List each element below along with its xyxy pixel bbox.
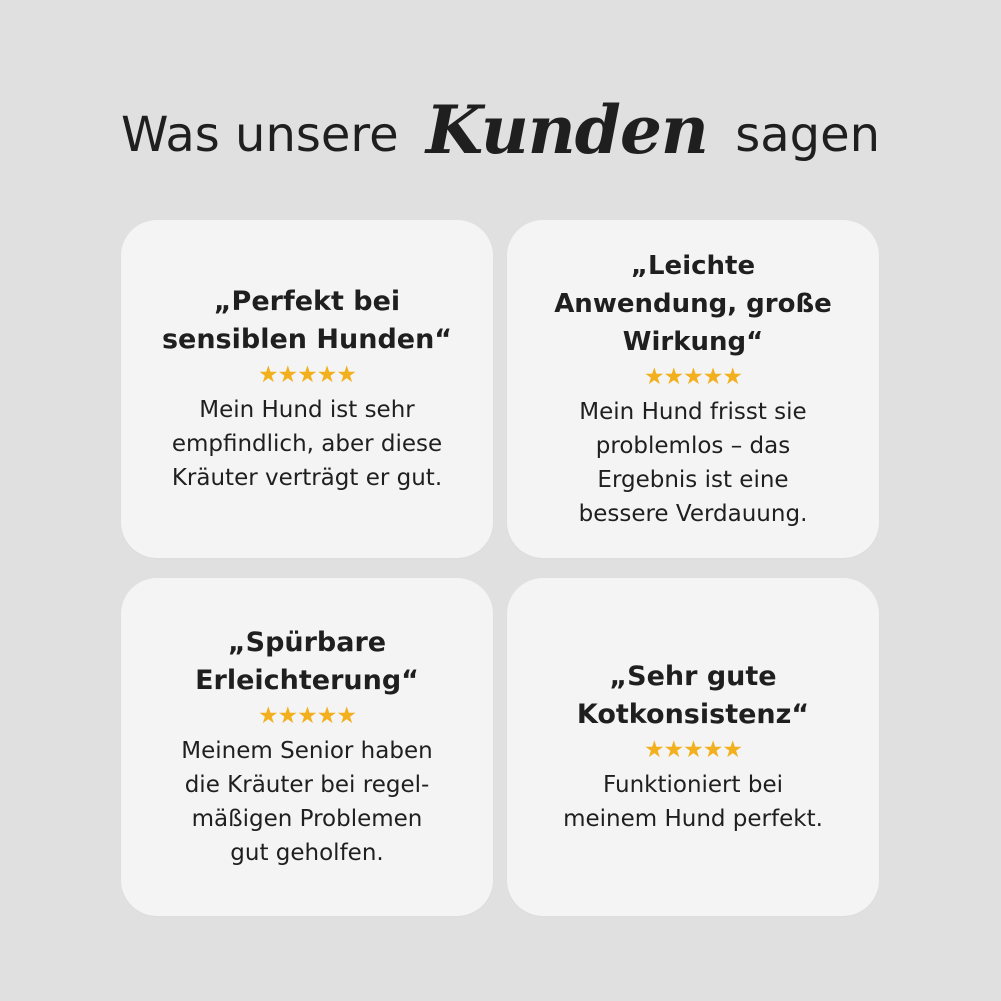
review-text-line: mäßigen Problemen [191,806,423,832]
review-text [541,395,845,531]
review-text [155,734,459,870]
review-title [541,658,845,734]
review-text [541,768,845,836]
review-card-4 [507,578,879,916]
review-text-line: Mein Hund frisst sie [579,399,807,425]
review-title-line: Erleichterung“ [195,665,419,696]
review-text-line: Meinem Senior haben [181,738,433,764]
review-text-line: empfindlich, aber diese [171,431,443,457]
review-card-1 [121,220,493,558]
review-title-line: Anwendung, große [554,289,832,319]
star-rating-icon: ★★★★★ [643,737,743,763]
review-title-line: „Perfekt bei [213,286,401,317]
headline-suffix: sagen [735,107,881,163]
review-text [155,393,459,495]
review-text-line: Ergebnis ist eine [597,467,789,493]
page-title [0,88,1001,177]
star-rating-icon: ★★★★★ [257,362,357,388]
review-text-line: Kräuter verträgt er gut. [171,465,443,491]
review-title [155,283,459,359]
review-card-2 [507,220,879,558]
review-title [541,247,845,361]
review-title-line: Wirkung“ [622,327,764,357]
review-title [155,624,459,700]
review-text-line: bessere Verdauung. [578,501,808,527]
headline-accent: Kunden [425,91,708,169]
star-rating-icon: ★★★★★ [643,364,743,390]
review-card-3 [121,578,493,916]
star-rating-icon: ★★★★★ [257,703,357,729]
review-text-line: Funktioniert bei [603,772,783,798]
review-text-line: meinem Hund perfekt. [563,806,823,832]
headline-prefix: Was unsere [120,107,399,163]
review-text-line: Mein Hund ist sehr [199,397,415,423]
review-text-line: problemlos – das [595,433,791,459]
review-title-line: „Spürbare [227,627,387,658]
review-title-line: Kotkonsistenz“ [576,699,810,730]
review-title-line: sensiblen Hunden“ [161,324,453,355]
review-title-line: „Sehr gute [609,661,777,692]
review-text-line: die Kräuter bei regel- [184,772,430,798]
review-text-line: gut geholfen. [230,840,384,866]
review-title-line: „Leichte [630,251,756,281]
